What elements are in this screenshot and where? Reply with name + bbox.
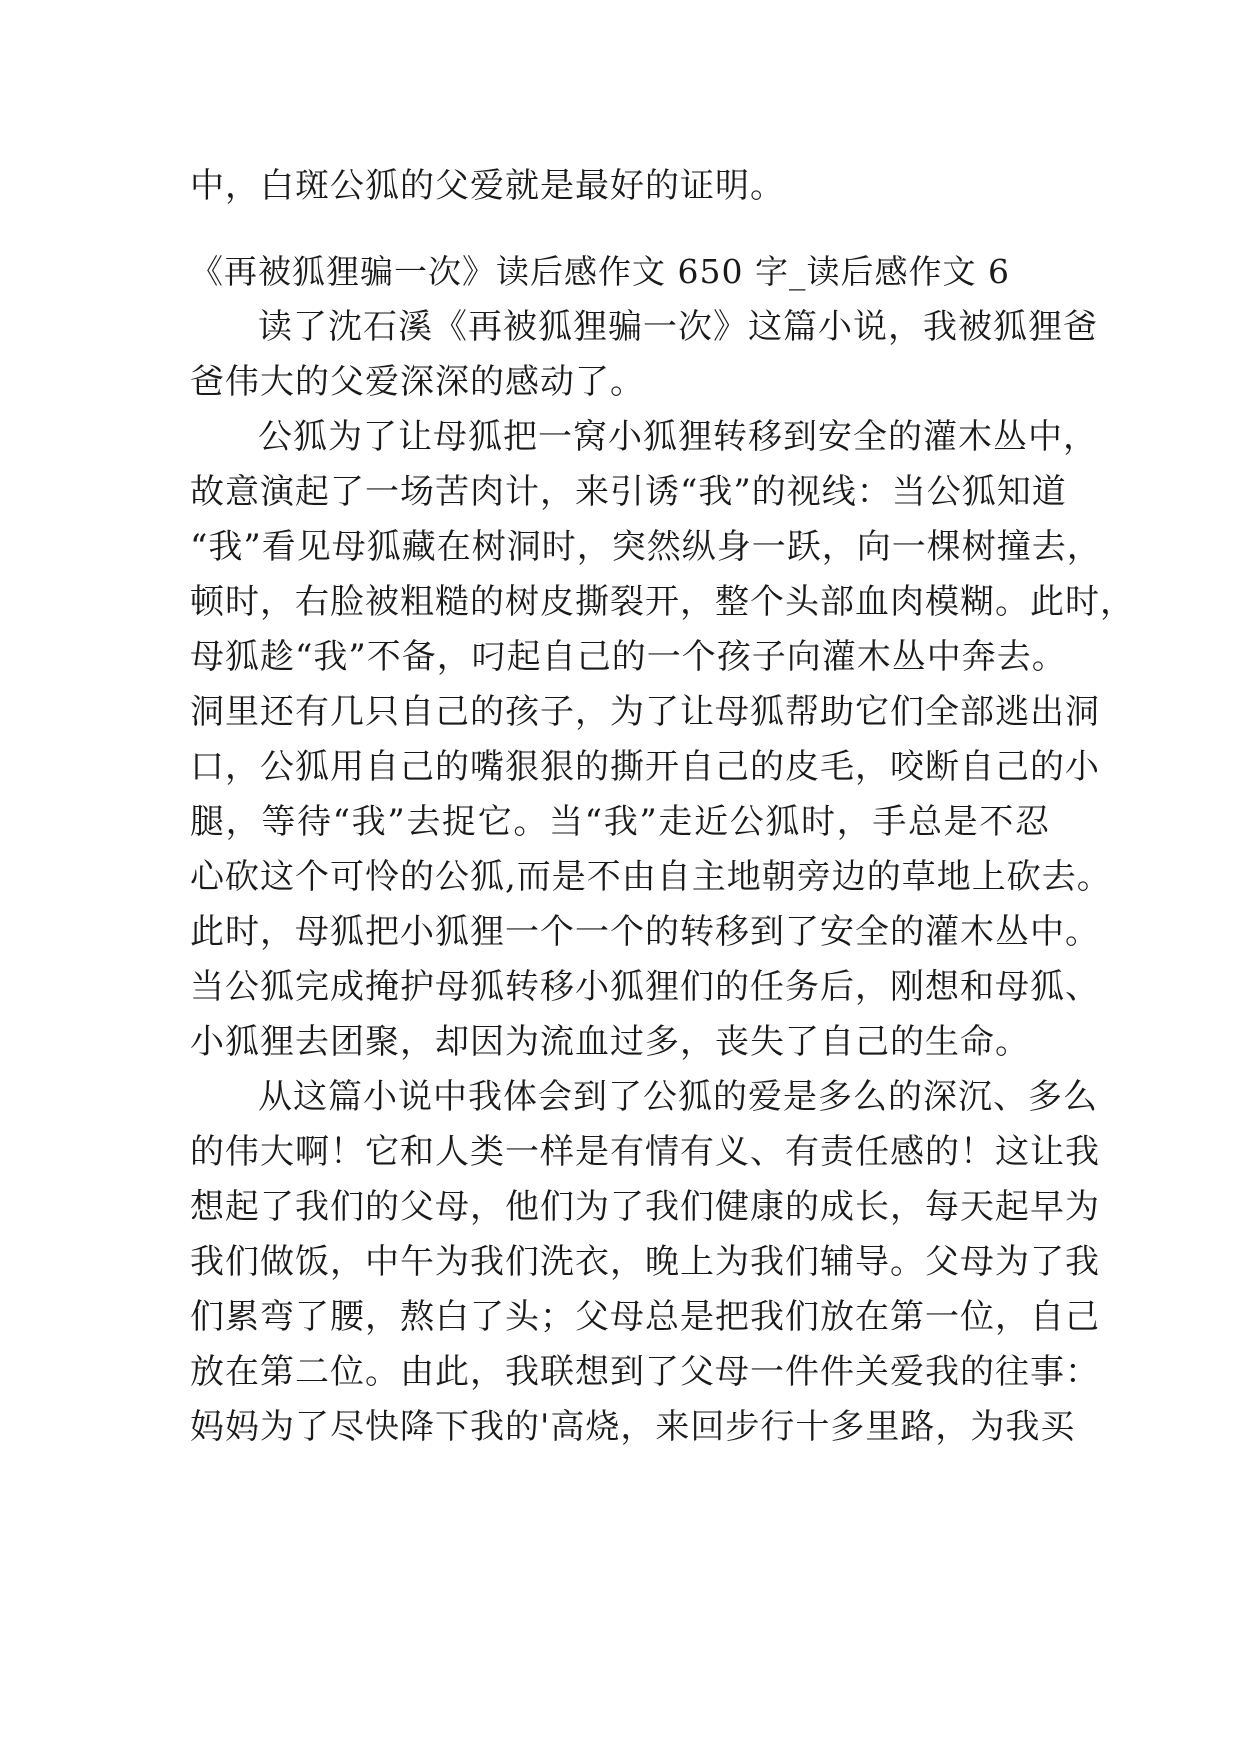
body-line: 当公狐完成掩护母狐转移小狐狸们的任务后，刚想和母狐、 [190,967,1100,1007]
body-line: 顿时，右脸被粗糙的树皮撕裂开，整个头部血肉模糊。此时， [190,582,1135,622]
body-line: 小狐狸去团聚，却因为流血过多，丧失了自己的生命。 [190,1022,1030,1062]
body-line: 爸伟大的父爱深深的感动了。 [190,362,645,402]
body-line: 心砍这个可怜的公狐,而是不由自主地朝旁边的草地上砍去。 [190,857,1112,897]
body-line: 洞里还有几只自己的孩子，为了让母狐帮助它们全部逃出洞 [190,692,1100,732]
body-line: 的伟大啊！它和人类一样是有情有义、有责任感的！这让我 [190,1132,1100,1172]
body-line: 从这篇小说中我体会到了公狐的爱是多么的深沉、多么 [258,1077,1098,1117]
body-line: 妈妈为了尽快降下我的'高烧，来回步行十多里路，为我买 [190,1407,1076,1447]
body-line: 我们做饭，中午为我们洗衣，晚上为我们辅导。父母为了我 [190,1242,1100,1282]
body-line: 读了沈石溪《再被狐狸骗一次》这篇小说，我被狐狸爸 [258,307,1098,347]
body-line: 故意演起了一场苦肉计，来引诱“我”的视线：当公狐知道 [190,472,1067,512]
body-line: “我”看见母狐藏在树洞时，突然纵身一跃，向一棵树撞去， [190,527,1102,567]
body-line: 公狐为了让母狐把一窝小狐狸转移到安全的灌木丛中， [258,417,1098,457]
article-heading: 《再被狐狸骗一次》读后感作文 650 字_读后感作文 6 [190,252,1010,291]
body-line: 母狐趁“我”不备，叼起自己的一个孩子向灌木丛中奔去。 [190,637,1067,677]
intro-line: 中，白斑公狐的父爱就是最好的证明。 [190,166,785,206]
body-line: 此时，母狐把小狐狸一个一个的转移到了安全的灌木丛中。 [190,912,1100,952]
body-line: 放在第二位。由此，我联想到了父母一件件关爱我的往事： [190,1352,1100,1392]
body-line: 们累弯了腰，熬白了头；父母总是把我们放在第一位，自己 [190,1297,1100,1337]
body-line: 腿，等待“我”去捉它。当“我”走近公狐时，手总是不忍 [190,802,1050,842]
body-line: 口，公狐用自己的嘴狠狠的撕开自己的皮毛，咬断自己的小 [190,747,1100,787]
body-line: 想起了我们的父母，他们为了我们健康的成长，每天起早为 [190,1187,1100,1227]
